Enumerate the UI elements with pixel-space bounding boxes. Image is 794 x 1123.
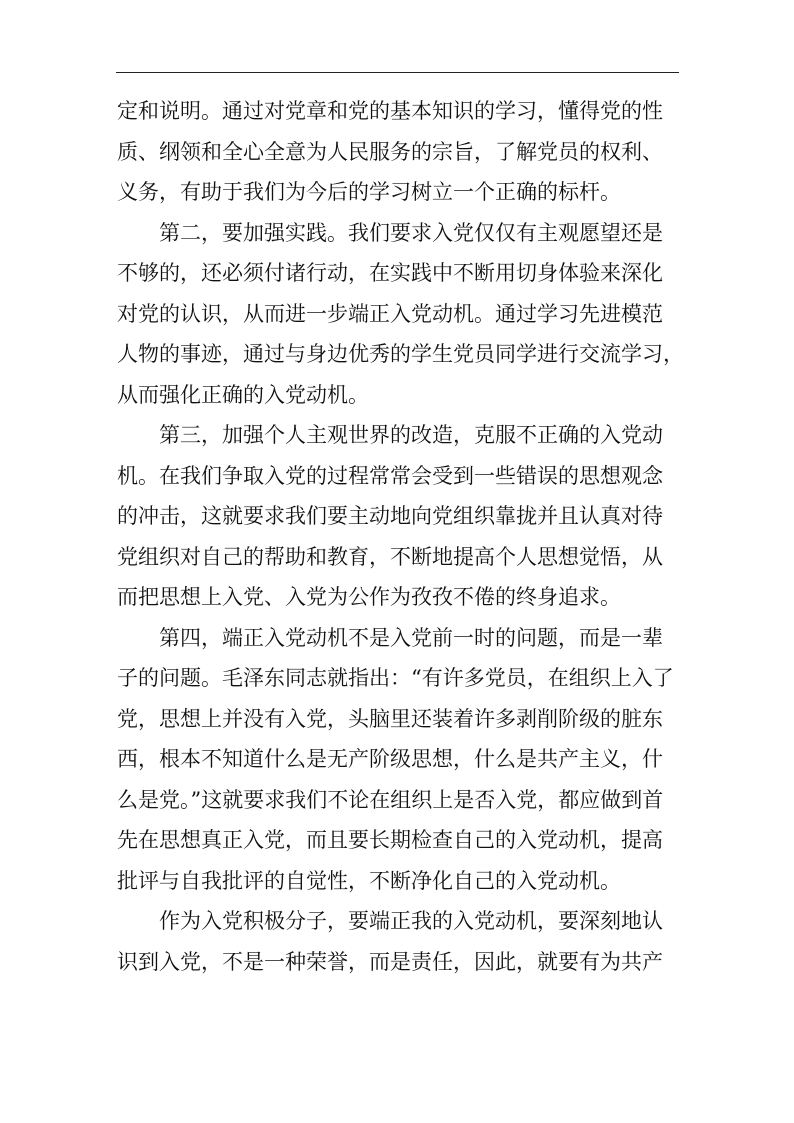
text-line: 西，根本不知道什么是无产阶级思想，什么是共产主义，什 <box>117 747 663 771</box>
text-line: 而把思想上入党、入党为公作为孜孜不倦的终身追求。 <box>117 585 621 609</box>
text-line: 质、纲领和全心全意为人民服务的宗旨，了解党员的权利、 <box>117 139 663 164</box>
text-line: 子的问题。毛泽东同志就指出：“有许多党员，在组织上入了 <box>117 666 674 690</box>
text-line: 机。在我们争取入党的过程常常会受到一些错误的思想观念 <box>117 463 663 488</box>
text-line: 党组织对自己的帮助和教育，不断地提高个人思想觉悟，从 <box>117 544 663 569</box>
paragraph-start-line: 作为入党积极分子，要端正我的入党动机，要深刻地认 <box>159 909 663 933</box>
document-body <box>117 93 684 984</box>
text-line: 对党的认识，从而进一步端正入党动机。通过学习先进模范 <box>117 301 663 326</box>
text-line: 从而强化正确的入党动机。 <box>117 382 369 407</box>
text-line: 党，思想上并没有入党，头脑里还装着许多剥削阶级的脏东 <box>117 706 663 731</box>
header-rule <box>116 72 679 73</box>
text-line: 人物的事迹，通过与身边优秀的学生党员同学进行交流学习， <box>117 342 684 366</box>
paragraph-start-line: 第三，加强个人主观世界的改造，克服不正确的入党动 <box>159 423 663 447</box>
text-line: 么是党。”这就要求我们不论在组织上是否入党，都应做到首 <box>117 787 664 812</box>
text-line: 识到入党，不是一种荣誉，而是责任，因此，就要有为共产 <box>117 949 663 974</box>
text-line: 的冲击，这就要求我们要主动地向党组织靠拢并且认真对待 <box>117 504 663 528</box>
text-line: 定和说明。通过对党章和党的基本知识的学习，懂得党的性 <box>117 99 663 123</box>
text-line: 义务，有助于我们为今后的学习树立一个正确的标杆。 <box>117 180 621 204</box>
paragraph-start-line: 第四，端正入党动机不是入党前一时的问题，而是一辈 <box>159 625 663 650</box>
text-line: 先在思想真正入党，而且要长期检查自己的入党动机，提高 <box>117 828 663 852</box>
text-line: 不够的，还必须付诸行动，在实践中不断用切身体验来深化 <box>117 261 663 285</box>
text-line: 批评与自我批评的自觉性，不断净化自己的入党动机。 <box>117 868 621 893</box>
paragraph-start-line: 第二，要加强实践。我们要求入党仅仅有主观愿望还是 <box>159 220 663 245</box>
